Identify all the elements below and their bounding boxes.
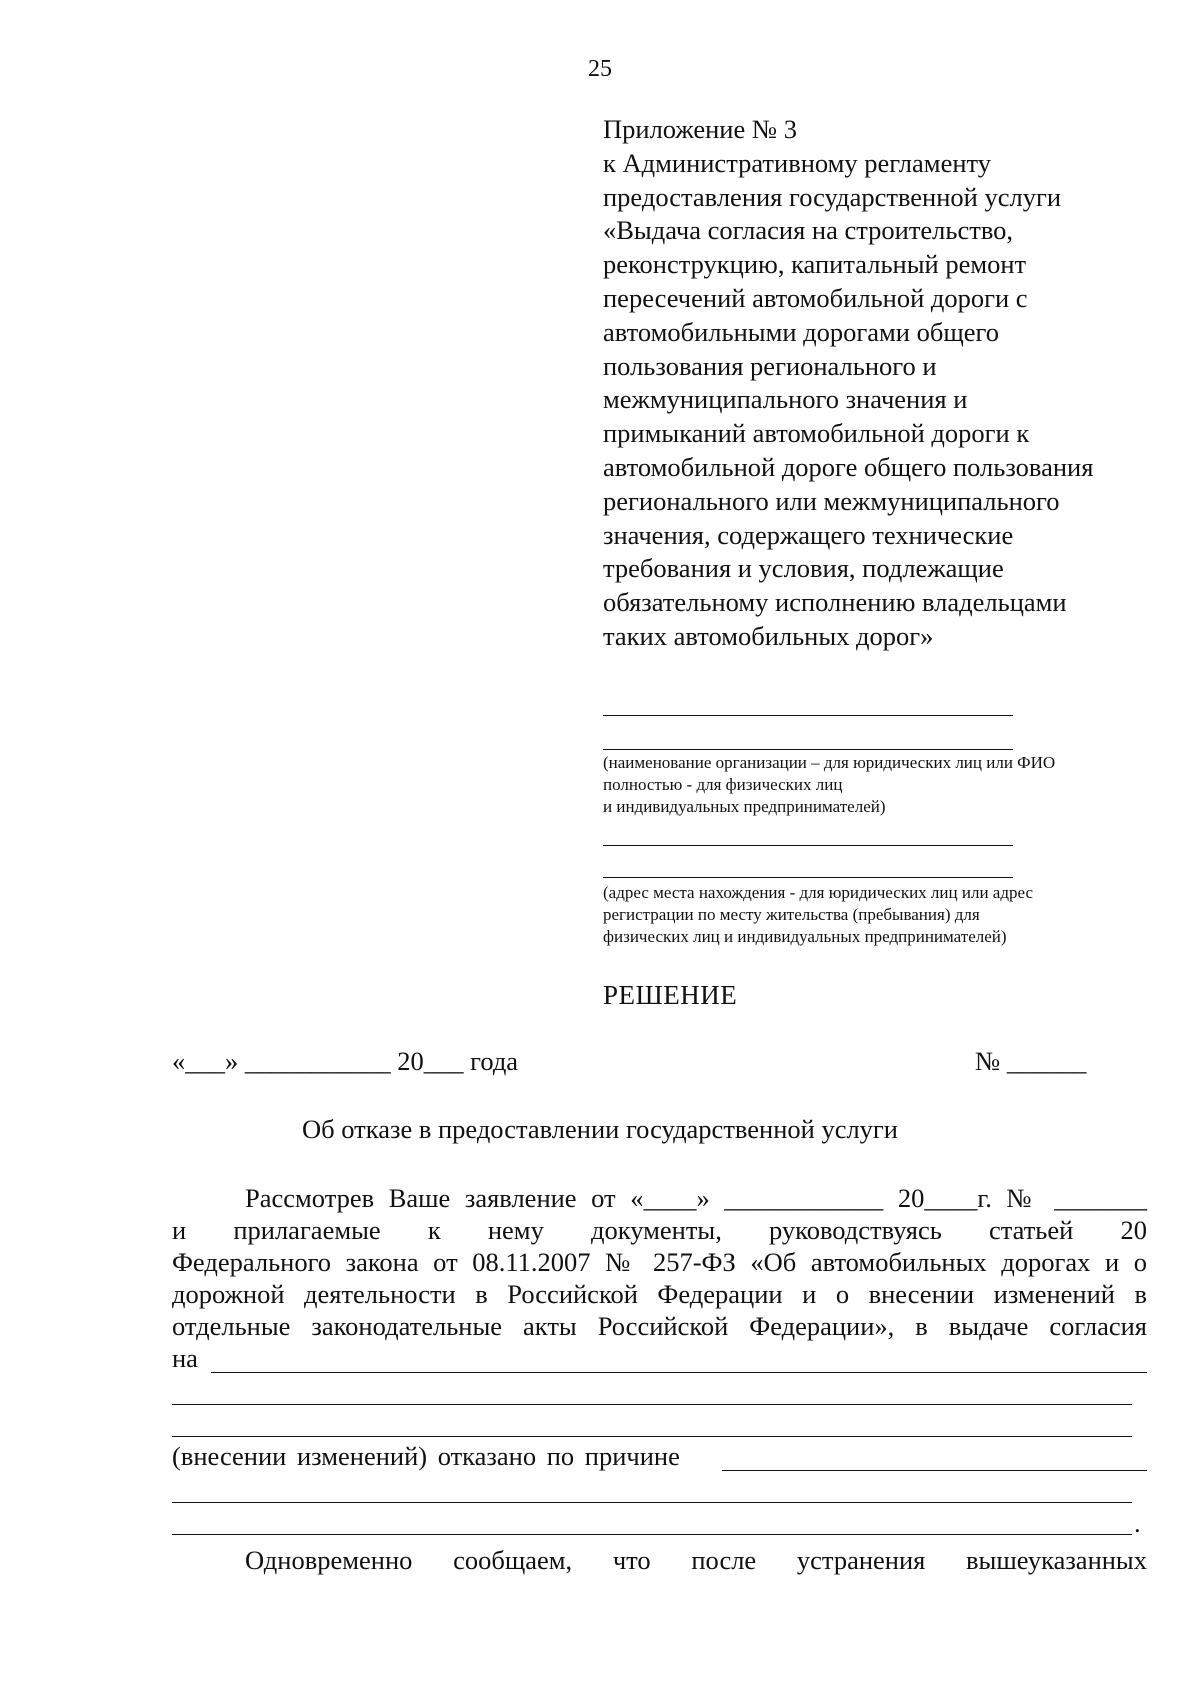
- appendix-line: пересечений автомобильной дороги с: [603, 282, 1028, 313]
- appendix-line: предоставления государственной услуги: [603, 181, 1062, 212]
- body-line-5: отдельные законодательные акты Российской Федерации», в выдаче согласия: [172, 1311, 1147, 1341]
- appendix-line: реконструкцию, капитальный ремонт: [603, 249, 1027, 280]
- fill-line[interactable]: [172, 1502, 1132, 1503]
- appendix-line: Приложение № 3: [603, 114, 798, 144]
- body-line-6-prefix: на: [172, 1343, 198, 1373]
- appendix-line: таких автомобильных дорог»: [603, 620, 934, 651]
- recipient-address-line[interactable]: [603, 877, 1013, 878]
- appendix-line: пользования регионального и: [603, 350, 937, 381]
- recipient-name-line[interactable]: [603, 749, 1013, 750]
- body-line-4: дорожной деятельности в Российской Федерации и о внесении изменений в: [172, 1279, 1147, 1309]
- recipient-address-line[interactable]: [603, 845, 1013, 846]
- body-line-1: Рассмотрев Ваше заявление от «____» ____________ 20____г. № _______: [245, 1183, 1147, 1213]
- appendix-line: значения, содержащего технические: [603, 519, 1014, 550]
- appendix-line: обязательному исполнению владельцами: [603, 587, 1067, 618]
- recipient-address-hint: (адрес места нахождения - для юридических лиц или адрес регистрации по месту жительства (пребывания) для физических лиц и индивидуальных предпринимателей): [603, 883, 1033, 946]
- appendix-line: «Выдача согласия на строительство,: [603, 215, 1014, 246]
- page-number: 25: [588, 56, 612, 82]
- fill-line[interactable]: [172, 1534, 1132, 1535]
- fill-line[interactable]: [172, 1436, 1132, 1437]
- decision-title: РЕШЕНИЕ: [603, 980, 738, 1010]
- appendix-line: регионального или межмуниципального: [603, 485, 1060, 516]
- fill-line-subject[interactable]: [211, 1372, 1147, 1373]
- decision-date[interactable]: «___» ___________ 20___ года: [172, 1046, 519, 1076]
- recipient-name-hint: (наименование организации – для юридических лиц или ФИО полностью - для физических лиц и индивидуальных предпринимателей): [603, 753, 1056, 816]
- appendix-line: межмуниципального значения и: [603, 384, 968, 415]
- recipient-name-line[interactable]: [603, 715, 1013, 716]
- fill-line-period: .: [1134, 1508, 1141, 1538]
- body-line-3: Федерального закона от 08.11.2007 № 257-ФЗ «Об автомобильных дорогах и о: [172, 1247, 1147, 1277]
- appendix-line: требования и условия, подлежащие: [603, 553, 1004, 584]
- decision-number[interactable]: № ______: [975, 1046, 1087, 1076]
- fill-line-reason[interactable]: [722, 1470, 1147, 1471]
- appendix-line: к Административному регламенту: [603, 147, 991, 178]
- appendix-line: автомобильными дорогами общего: [603, 316, 999, 347]
- body-line-11: Одновременно сообщаем, что после устранения вышеуказанных: [245, 1545, 1147, 1575]
- body-line-2: и прилагаемые к нему документы, руководствуясь статьей 20: [172, 1215, 1147, 1245]
- appendix-line: автомобильной дороге общего пользования: [603, 451, 1094, 482]
- body-line-refusal: (внесении изменений) отказано по причине: [172, 1441, 680, 1471]
- appendix-header: [603, 113, 1163, 654]
- decision-subject: Об отказе в предоставлении государственной услуги: [302, 1114, 898, 1144]
- fill-line[interactable]: [172, 1404, 1132, 1405]
- appendix-line: примыканий автомобильной дороги к: [603, 418, 1030, 449]
